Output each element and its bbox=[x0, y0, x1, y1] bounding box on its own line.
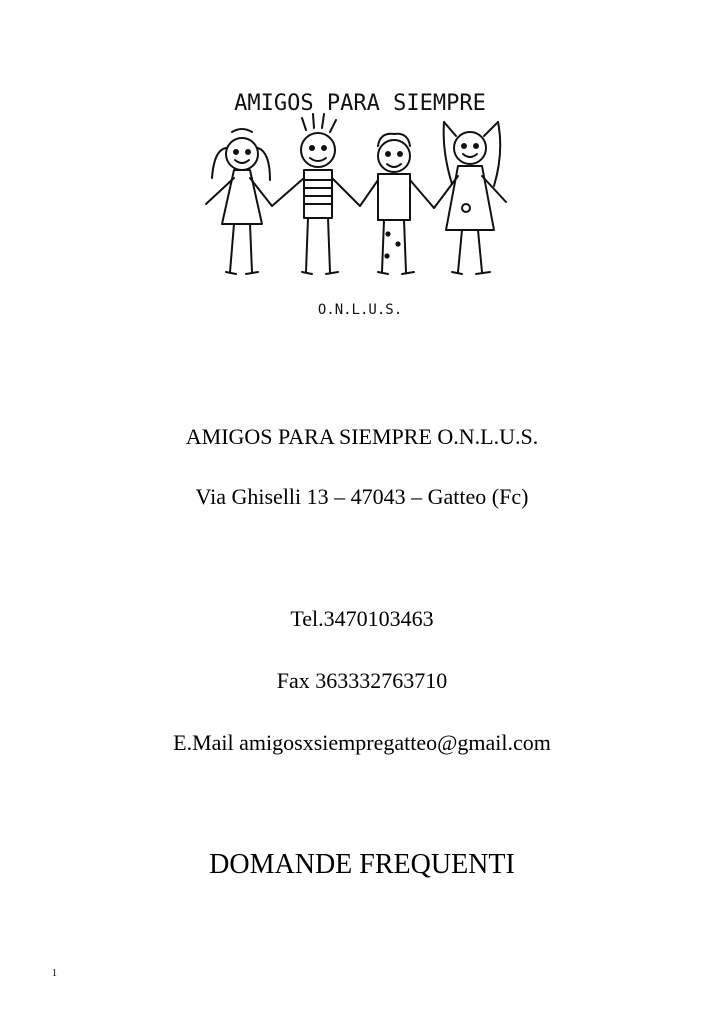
logo-title: AMIGOS PARA SIEMPRE bbox=[234, 91, 486, 116]
logo-subtitle: O.N.L.U.S. bbox=[317, 302, 403, 318]
fax-number: Fax 363332763710 bbox=[276, 668, 448, 693]
email-address: E.Mail amigosxsiempregatteo@gmail.com bbox=[173, 730, 551, 755]
girl-right-figure bbox=[434, 122, 506, 274]
boy-center-left-figure bbox=[272, 114, 360, 274]
document-title: DOMANDE FREQUENTI bbox=[209, 849, 515, 880]
phone-number: Tel.3470103463 bbox=[290, 606, 434, 631]
organization-address: Via Ghiselli 13 – 47043 – Gatteo (Fc) bbox=[195, 484, 529, 509]
organization-name: AMIGOS PARA SIEMPRE O.N.L.U.S. bbox=[185, 424, 539, 449]
boy-center-right-figure bbox=[360, 134, 434, 274]
children-drawing-icon bbox=[190, 82, 530, 322]
girl-left-figure bbox=[206, 129, 272, 274]
organization-logo bbox=[190, 82, 530, 322]
page-number: 1 bbox=[52, 968, 57, 979]
